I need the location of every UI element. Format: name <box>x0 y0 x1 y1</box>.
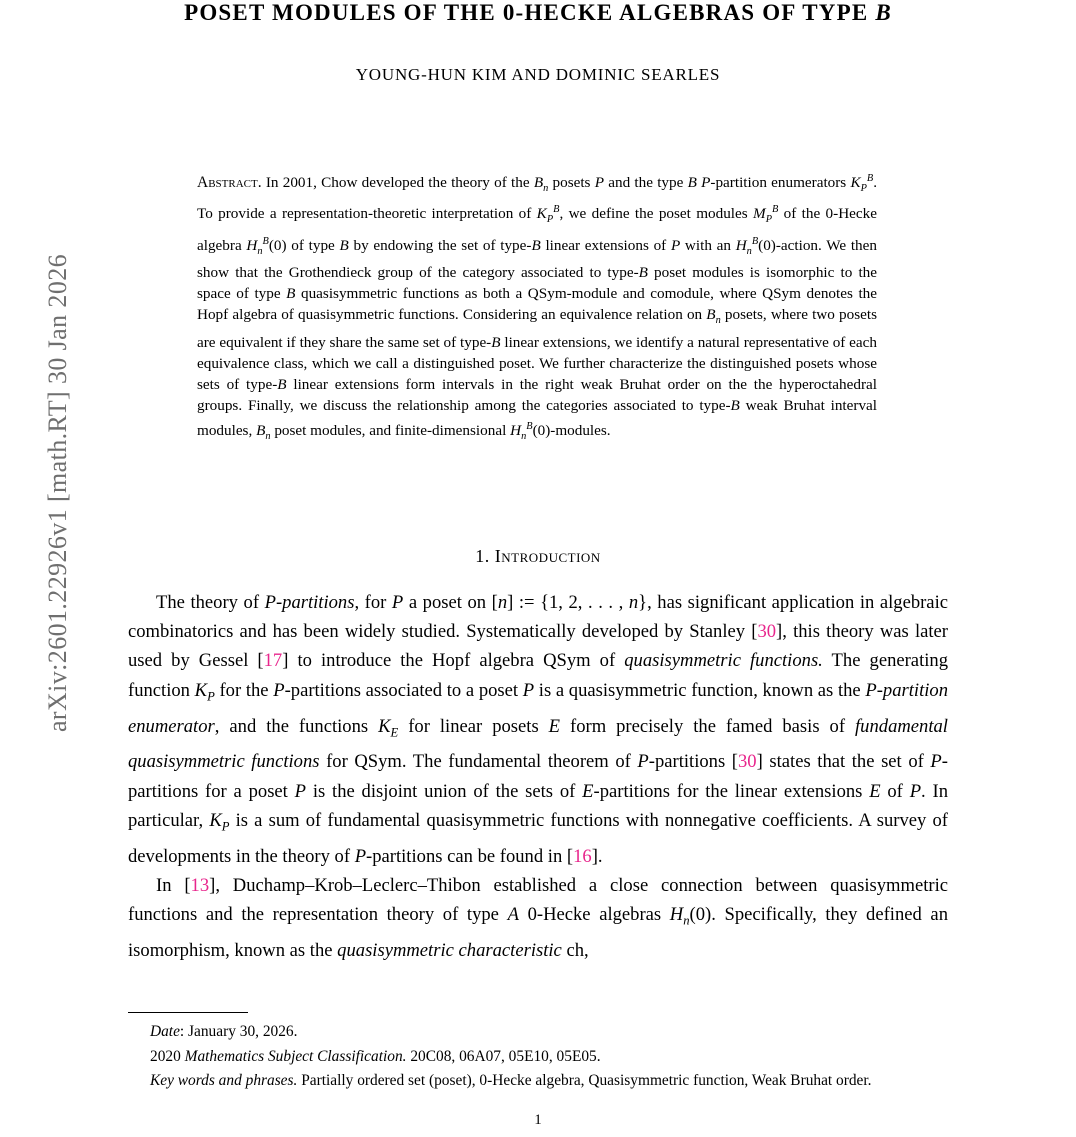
footnote-msc <box>128 1045 948 1070</box>
section-heading <box>0 546 1076 567</box>
author-list: YOUNG-HUN KIM AND DOMINIC SEARLES <box>355 65 721 84</box>
citation-link[interactable]: 30 <box>738 751 757 773</box>
section-title: Introduction <box>494 546 601 566</box>
page-title <box>0 0 1076 26</box>
body-text <box>128 588 948 965</box>
footnote-msc-year: 2020 <box>150 1047 185 1065</box>
footnote-keywords <box>128 1069 948 1094</box>
citation-link[interactable]: 13 <box>190 874 210 896</box>
footnote-msc-value: 20C08, 06A07, 05E10, 05E05. <box>406 1047 601 1065</box>
footnote-rule <box>128 1012 248 1013</box>
abstract-label: Abstract. <box>197 174 262 192</box>
section-number: 1. <box>475 546 490 566</box>
paragraph-intro-2: In [13], Duchamp–Krob–Leclerc–Thibon established a close connection between quasisymmetric functions and the representation theory of type A 0-Hecke algebras $H_n(0)$. Specifically, they defined an isomorphism, known as the quasisymmetric characteristic ch, <box>128 874 948 962</box>
abstract-block <box>197 168 877 448</box>
citation-link[interactable]: 16 <box>573 845 592 867</box>
paragraph-intro-1: The theory of P-partitions, for P a poset on [n] := {1, 2, . . . , n}, has significant application in algebraic combinatorics and has been widely studied. Systematically developed by Stanley [30], this theory was later used by Gessel [17] to introduce the Hopf algebra QSym of quasisymmetric functions. The generating function $K_P$ for the P-partitions associated to a poset P is a quasisymmetric function, known as the P-partition enumerator, and the functions $K_E$ for linear posets E form precisely the famed basis of fundamental quasisymmetric functions for QSym. The fundamental theorem of P-partitions [30] states that the set of P-partitions for a poset P is the disjoint union of the sets of E-partitions for the linear extensions E of P. In particular, $K_P$ is a sum of fundamental quasisymmetric functions with nonnegative coefficients. A survey of developments in the theory of P-partitions can be found in [16]. <box>128 592 949 867</box>
footnote-date-value: : January 30, 2026. <box>179 1023 298 1040</box>
citation-link[interactable]: 17 <box>263 650 283 672</box>
page-number: 1 <box>534 1112 542 1128</box>
footnote-block <box>128 1020 948 1094</box>
citation-link[interactable]: 30 <box>757 621 777 643</box>
footnote-msc-label: Mathematics Subject Classification. <box>184 1047 407 1065</box>
title-type-symbol: B <box>875 0 892 25</box>
footnote-keywords-value: Partially ordered set (poset), 0-Hecke algebra, Quasisymmetric function, Weak Bruhat order. <box>297 1072 872 1089</box>
footnote-keywords-label: Key words and phrases. <box>150 1072 298 1089</box>
footnote-date <box>128 1020 948 1045</box>
footnote-date-label: Date <box>150 1023 180 1040</box>
arxiv-identifier-stamp: arXiv:2601.22926v1 [math.RT] 30 Jan 2026 <box>43 253 72 733</box>
abstract-text: In 2001, Chow developed the theory of the $B_n$ posets P and the type B P-partition enumerators $K_P^B$. To provide a representation-theoretic interpretation of $K_P^B$, we define the poset modules $M_P^B$ of the 0-Hecke algebra $H_n^B(0)$ of type B by endowing the set of type-B linear extensions of P with an $H_n^B(0)$-action. We then show that the Grothendieck group of the category associated to type-B poset modules is isomorphic to the space of type B quasisymmetric functions as both a QSym-module and comodule, where QSym denotes the Hopf algebra of quasisymmetric functions. Considering an equivalence relation on $B_n$ posets, where two posets are equivalent if they share the same set of type-B linear extensions, we identify a natural representative of each equivalence class, which we call a distinguished poset. We further characterize the distinguished posets whose sets of type-B linear extensions form intervals in the right weak Bruhat order on the the hyperoctahedral groups. Finally, we discuss the relationship among the categories associated to type-B weak Bruhat interval modules, $B_n$ poset modules, and finite-dimensional $H_n^B(0)$-modules. <box>197 173 878 443</box>
title-text: POSET MODULES OF THE 0-HECKE ALGEBRAS OF TYPE <box>184 0 876 25</box>
